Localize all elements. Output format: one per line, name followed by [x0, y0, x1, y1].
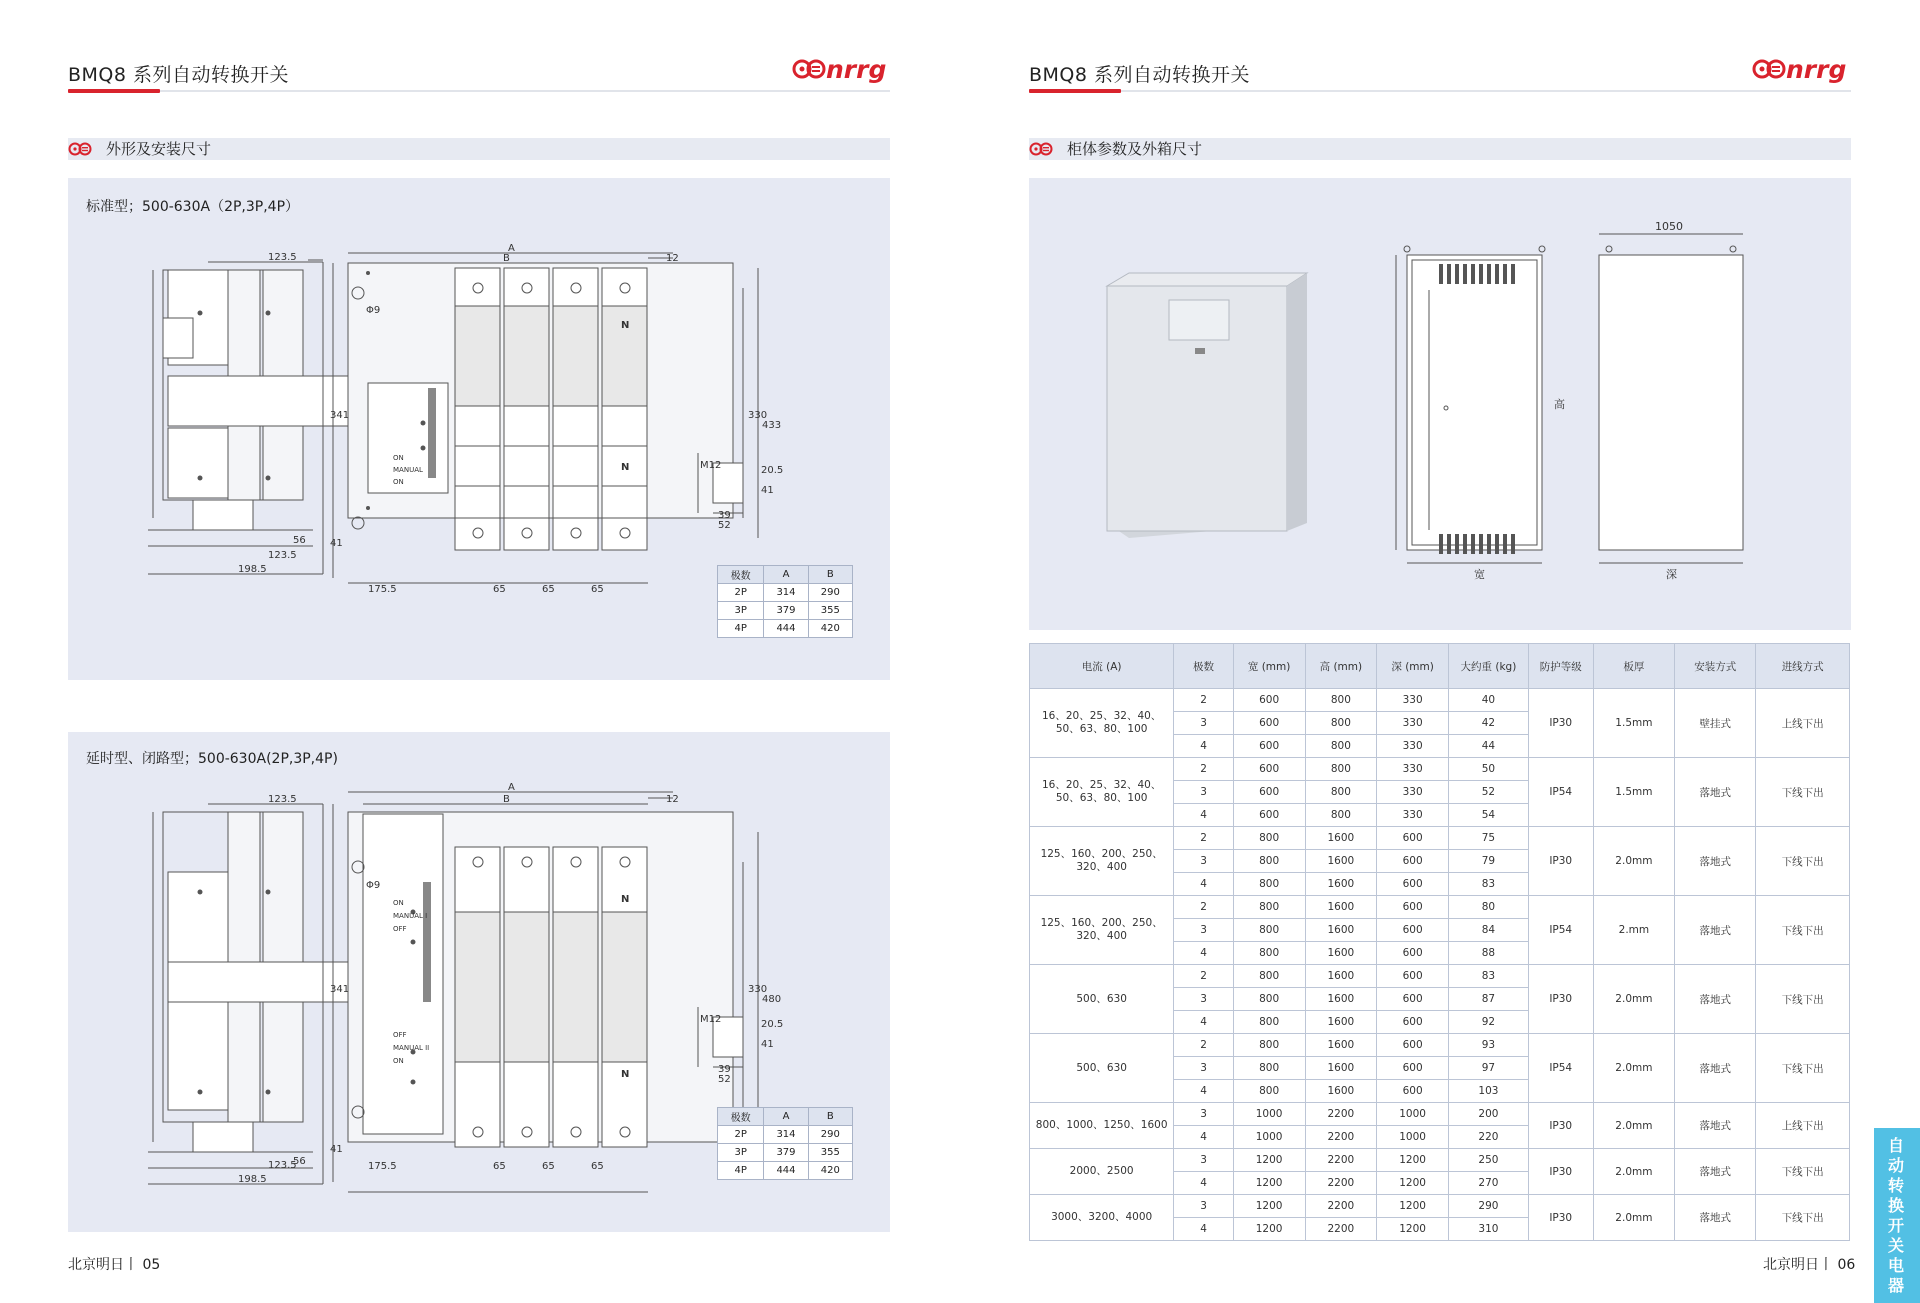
col-header: B [808, 566, 852, 584]
table-cell: 1600 [1305, 896, 1377, 919]
dim-B: B [503, 253, 510, 264]
table-cell: 2200 [1305, 1195, 1377, 1218]
protection-cell: IP30 [1528, 1149, 1593, 1195]
drawing-panel-standard [68, 178, 890, 680]
switch-label: OFF [393, 1031, 407, 1039]
table-cell: 2 [1174, 827, 1233, 850]
table-row [1030, 689, 1850, 712]
dim-41: 41 [330, 1144, 343, 1155]
table-cell: 800 [1233, 1011, 1305, 1034]
table-row: 4P 444 420 [718, 1162, 853, 1180]
switch-label: ON [393, 1057, 404, 1065]
dim-41-detail: 41 [761, 485, 774, 496]
install-cell: 落地式 [1675, 1195, 1756, 1241]
cabinet-spec-table [1029, 643, 1850, 1241]
inlet-cell: 下线下出 [1756, 896, 1850, 965]
table-cell: 1600 [1305, 919, 1377, 942]
dim-B: B [503, 794, 510, 805]
col-header: 大约重 (kg) [1449, 644, 1529, 689]
current-cell: 125、160、200、250、320、400 [1030, 827, 1174, 896]
col-header: 进线方式 [1756, 644, 1850, 689]
col-header: 深 (mm) [1377, 644, 1449, 689]
table-cell: 2200 [1305, 1172, 1377, 1195]
table-cell: 600 [1233, 712, 1305, 735]
inlet-cell: 上线下出 [1756, 689, 1850, 758]
dim-65-a: 65 [493, 584, 506, 595]
table-cell: 3 [1174, 781, 1233, 804]
table-cell: 1200 [1233, 1149, 1305, 1172]
page-footer: 北京明日丨 05 [68, 1257, 161, 1273]
dim-52: 52 [718, 1074, 731, 1085]
header-accent [1029, 89, 1121, 93]
table-cell: 1600 [1305, 988, 1377, 1011]
cabinet-panel [1029, 178, 1851, 630]
table-cell: 800 [1305, 758, 1377, 781]
table-cell: 87 [1449, 988, 1529, 1011]
table-cell: 4 [1174, 942, 1233, 965]
cabinet-drawing [1029, 178, 1851, 630]
table-cell: 2200 [1305, 1126, 1377, 1149]
panel-title: 标准型；500-630A（2P,3P,4P） [86, 199, 300, 215]
table-cell: 600 [1233, 804, 1305, 827]
pole-dimension-table [717, 565, 853, 638]
table-cell: 800 [1233, 942, 1305, 965]
dim-12: 12 [666, 794, 679, 805]
table-cell: 330 [1377, 781, 1449, 804]
table-row [1030, 758, 1850, 781]
table-cell: 310 [1449, 1218, 1529, 1241]
switch-label: MANUAL II [393, 1044, 430, 1052]
dim-175-5: 175.5 [368, 584, 397, 595]
table-cell: 800 [1233, 919, 1305, 942]
current-cell: 800、1000、1250、1600 [1030, 1103, 1174, 1149]
dim-height: 高 [1554, 398, 1565, 411]
col-header: 极数 [718, 566, 764, 584]
dim-56: 56 [293, 535, 306, 546]
install-cell: 落地式 [1675, 1149, 1756, 1195]
table-cell: 4 [1174, 735, 1233, 758]
col-header: 极数 [1174, 644, 1233, 689]
protection-cell: IP30 [1528, 1195, 1593, 1241]
dim-20-5: 20.5 [761, 465, 784, 476]
install-cell: 落地式 [1675, 827, 1756, 896]
protection-cell: IP54 [1528, 896, 1593, 965]
table-cell: 800 [1233, 896, 1305, 919]
table-cell: 800 [1305, 781, 1377, 804]
brand-logo [1752, 52, 1850, 86]
table-cell: 40 [1449, 689, 1529, 712]
dim-56: 56 [293, 1156, 306, 1167]
table-cell: 2200 [1305, 1149, 1377, 1172]
thickness-cell: 2.0mm [1593, 1195, 1675, 1241]
table-cell: 600 [1233, 735, 1305, 758]
table-row: 4P 444 420 [718, 620, 853, 638]
neutral-pole-top: N [621, 894, 630, 905]
switch-label: OFF [393, 925, 407, 933]
dim-123-5-top: 123.5 [268, 794, 297, 805]
dim-330: 330 [748, 984, 768, 995]
table-cell: 3 [1174, 1195, 1233, 1218]
drawing-panel-delay [68, 732, 890, 1232]
dim-123-5-bottom: 123.5 [268, 1160, 297, 1171]
table-cell: 4 [1174, 873, 1233, 896]
table-cell: 600 [1377, 1034, 1449, 1057]
dim-39: 39 [718, 510, 731, 521]
inlet-cell: 下线下出 [1756, 965, 1850, 1034]
table-row: 3P 379 355 [718, 602, 853, 620]
dim-12: 12 [666, 253, 679, 264]
col-header: B [808, 1108, 852, 1126]
table-cell: 1200 [1233, 1195, 1305, 1218]
dim-41-detail: 41 [761, 1039, 774, 1050]
table-cell: 3 [1174, 919, 1233, 942]
table-cell: 79 [1449, 850, 1529, 873]
page-footer: 北京明日丨 06 [1763, 1257, 1856, 1273]
dim-330: 330 [748, 410, 768, 421]
dim-phi9: Φ9 [366, 880, 381, 891]
thickness-cell: 2.0mm [1593, 965, 1675, 1034]
table-cell: 93 [1449, 1034, 1529, 1057]
table-cell: 3 [1174, 988, 1233, 1011]
table-cell: 800 [1233, 1057, 1305, 1080]
dim-175-5: 175.5 [368, 1161, 397, 1172]
table-row [1030, 1149, 1850, 1172]
dim-width: 宽 [1474, 568, 1485, 581]
table-row: 2P 314 290 [718, 1126, 853, 1144]
inlet-cell: 下线下出 [1756, 827, 1850, 896]
col-header: 宽 (mm) [1233, 644, 1305, 689]
cabinet-side-elevation [1599, 234, 1743, 563]
dim-198-5: 198.5 [238, 564, 267, 575]
section-title: 柜体参数及外箱尺寸 [1067, 140, 1203, 158]
table-cell: 200 [1449, 1103, 1529, 1126]
dim-65-c: 65 [591, 1161, 604, 1172]
dim-width-top: 1050 [1655, 220, 1683, 233]
table-cell: 2200 [1305, 1103, 1377, 1126]
section-title: 外形及安装尺寸 [106, 140, 212, 158]
table-cell: 1600 [1305, 942, 1377, 965]
dim-65-b: 65 [542, 1161, 555, 1172]
dim-65-a: 65 [493, 1161, 506, 1172]
dim-480: 480 [762, 994, 782, 1005]
current-cell: 16、20、25、32、40、50、63、80、100 [1030, 758, 1174, 827]
table-cell: 103 [1449, 1080, 1529, 1103]
table-cell: 600 [1377, 873, 1449, 896]
table-cell: 4 [1174, 804, 1233, 827]
table-cell: 330 [1377, 758, 1449, 781]
logo-text: nrrg [1786, 55, 1847, 84]
cabinet-front-elevation [1396, 246, 1545, 563]
inlet-cell: 下线下出 [1756, 1195, 1850, 1241]
table-cell: 1600 [1305, 1057, 1377, 1080]
inlet-cell: 上线下出 [1756, 1103, 1850, 1149]
table-cell: 84 [1449, 919, 1529, 942]
table-cell: 1600 [1305, 1011, 1377, 1034]
table-cell: 92 [1449, 1011, 1529, 1034]
dim-52: 52 [718, 520, 731, 531]
inlet-cell: 下线下出 [1756, 1034, 1850, 1103]
table-cell: 2 [1174, 965, 1233, 988]
section-logo-icon [1029, 141, 1053, 157]
dim-123-5-bottom: 123.5 [268, 550, 297, 561]
thickness-cell: 2.0mm [1593, 1149, 1675, 1195]
install-cell: 落地式 [1675, 965, 1756, 1034]
table-cell: 3 [1174, 712, 1233, 735]
table-cell: 4 [1174, 1080, 1233, 1103]
table-cell: 3 [1174, 850, 1233, 873]
logo-text: nrrg [826, 55, 887, 84]
table-cell: 1200 [1233, 1172, 1305, 1195]
table-cell: 330 [1377, 735, 1449, 758]
table-cell: 600 [1377, 850, 1449, 873]
table-row: 3P 379 355 [718, 1144, 853, 1162]
dim-41: 41 [330, 538, 343, 549]
thickness-cell: 2.0mm [1593, 827, 1675, 896]
table-cell: 1200 [1377, 1149, 1449, 1172]
dim-M12: M12 [700, 460, 722, 471]
table-cell: 1600 [1305, 1034, 1377, 1057]
thickness-cell: 1.5mm [1593, 758, 1675, 827]
dim-20-5: 20.5 [761, 1019, 784, 1030]
table-cell: 800 [1233, 1080, 1305, 1103]
table-cell: 600 [1377, 1011, 1449, 1034]
table-cell: 97 [1449, 1057, 1529, 1080]
table-cell: 1600 [1305, 850, 1377, 873]
table-cell: 50 [1449, 758, 1529, 781]
col-header: 电流 (A) [1030, 644, 1174, 689]
table-cell: 1200 [1233, 1218, 1305, 1241]
table-cell: 800 [1305, 689, 1377, 712]
table-cell: 1200 [1377, 1172, 1449, 1195]
protection-cell: IP30 [1528, 689, 1593, 758]
table-cell: 4 [1174, 1218, 1233, 1241]
table-row [1030, 1195, 1850, 1218]
table-cell: 1200 [1377, 1218, 1449, 1241]
neutral-pole-bottom: N [621, 462, 630, 473]
table-cell: 1600 [1305, 965, 1377, 988]
col-header: 高 (mm) [1305, 644, 1377, 689]
table-cell: 800 [1233, 827, 1305, 850]
table-cell: 1200 [1377, 1195, 1449, 1218]
thickness-cell: 1.5mm [1593, 689, 1675, 758]
table-cell: 800 [1233, 1034, 1305, 1057]
table-cell: 42 [1449, 712, 1529, 735]
table-cell: 1000 [1377, 1126, 1449, 1149]
dim-A: A [508, 243, 515, 254]
dim-341: 341 [330, 410, 350, 421]
current-cell: 500、630 [1030, 1034, 1174, 1103]
neutral-pole-top: N [621, 320, 630, 331]
table-cell: 2200 [1305, 1218, 1377, 1241]
install-cell: 壁挂式 [1675, 689, 1756, 758]
table-cell: 800 [1233, 873, 1305, 896]
table-cell: 3 [1174, 1057, 1233, 1080]
page-header-title: BMQ8 系列自动转换开关 [68, 64, 290, 86]
header-divider [1029, 90, 1851, 92]
table-cell: 800 [1305, 735, 1377, 758]
table-cell: 330 [1377, 689, 1449, 712]
current-cell: 2000、2500 [1030, 1149, 1174, 1195]
table-cell: 4 [1174, 1172, 1233, 1195]
table-row [1030, 1034, 1850, 1057]
table-cell: 600 [1233, 758, 1305, 781]
table-cell: 800 [1305, 712, 1377, 735]
install-cell: 落地式 [1675, 896, 1756, 965]
protection-cell: IP54 [1528, 758, 1593, 827]
install-cell: 落地式 [1675, 1034, 1756, 1103]
neutral-pole-bottom: N [621, 1069, 630, 1080]
table-cell: 600 [1233, 689, 1305, 712]
table-cell: 1000 [1233, 1103, 1305, 1126]
dim-M12: M12 [700, 1014, 722, 1025]
current-cell: 500、630 [1030, 965, 1174, 1034]
dim-A: A [508, 782, 515, 793]
table-cell: 2 [1174, 896, 1233, 919]
section-logo-icon [68, 141, 92, 157]
table-cell: 600 [1377, 1080, 1449, 1103]
current-cell: 16、20、25、32、40、50、63、80、100 [1030, 689, 1174, 758]
dim-433: 433 [762, 420, 782, 431]
table-cell: 80 [1449, 896, 1529, 919]
table-cell: 44 [1449, 735, 1529, 758]
table-cell: 2 [1174, 689, 1233, 712]
cabinet-photo [1107, 273, 1307, 538]
header-divider [68, 90, 890, 92]
table-cell: 600 [1377, 827, 1449, 850]
col-header: 极数 [718, 1108, 764, 1126]
table-row: 2P 314 290 [718, 584, 853, 602]
table-cell: 290 [1449, 1195, 1529, 1218]
table-cell: 800 [1305, 804, 1377, 827]
table-cell: 1600 [1305, 827, 1377, 850]
table-cell: 3 [1174, 1103, 1233, 1126]
thickness-cell: 2.mm [1593, 896, 1675, 965]
pole-dimension-table [717, 1107, 853, 1180]
dim-65-b: 65 [542, 584, 555, 595]
dim-341: 341 [330, 984, 350, 995]
table-cell: 600 [1377, 965, 1449, 988]
table-cell: 3 [1174, 1149, 1233, 1172]
switch-label: ON [393, 899, 404, 907]
table-cell: 600 [1377, 988, 1449, 1011]
table-cell: 330 [1377, 804, 1449, 827]
page-header-title: BMQ8 系列自动转换开关 [1029, 64, 1251, 86]
thickness-cell: 2.0mm [1593, 1034, 1675, 1103]
table-cell: 600 [1377, 942, 1449, 965]
table-cell: 220 [1449, 1126, 1529, 1149]
table-cell: 4 [1174, 1126, 1233, 1149]
switch-label-on-2: ON [393, 478, 404, 486]
brand-logo [792, 52, 890, 86]
table-row [1030, 896, 1850, 919]
side-category-tab [1874, 1128, 1920, 1303]
table-cell: 800 [1233, 965, 1305, 988]
col-header: A [764, 1108, 808, 1126]
thickness-cell: 2.0mm [1593, 1103, 1675, 1149]
current-cell: 125、160、200、250、320、400 [1030, 896, 1174, 965]
install-cell: 落地式 [1675, 758, 1756, 827]
table-row [1030, 965, 1850, 988]
table-cell: 250 [1449, 1149, 1529, 1172]
switch-label-on-1: ON [393, 454, 404, 462]
spec-table-body [1030, 689, 1850, 1241]
table-cell: 83 [1449, 873, 1529, 896]
table-cell: 270 [1449, 1172, 1529, 1195]
dim-phi9: Φ9 [366, 305, 381, 316]
table-cell: 88 [1449, 942, 1529, 965]
protection-cell: IP30 [1528, 965, 1593, 1034]
table-row [1030, 1103, 1850, 1126]
table-cell: 75 [1449, 827, 1529, 850]
dim-198-5: 198.5 [238, 1174, 267, 1185]
table-row [1030, 827, 1850, 850]
table-cell: 600 [1377, 896, 1449, 919]
table-cell: 54 [1449, 804, 1529, 827]
dim-39: 39 [718, 1064, 731, 1075]
table-cell: 600 [1377, 919, 1449, 942]
table-cell: 1600 [1305, 1080, 1377, 1103]
table-cell: 2 [1174, 758, 1233, 781]
table-cell: 330 [1377, 712, 1449, 735]
protection-cell: IP54 [1528, 1034, 1593, 1103]
table-cell: 1000 [1377, 1103, 1449, 1126]
inlet-cell: 下线下出 [1756, 1149, 1850, 1195]
inlet-cell: 下线下出 [1756, 758, 1850, 827]
header-accent [68, 89, 160, 93]
table-cell: 83 [1449, 965, 1529, 988]
install-cell: 落地式 [1675, 1103, 1756, 1149]
table-cell: 52 [1449, 781, 1529, 804]
switch-label-manual: MANUAL [393, 466, 423, 474]
col-header: 板厚 [1593, 644, 1675, 689]
table-cell: 2 [1174, 1034, 1233, 1057]
col-header: 安装方式 [1675, 644, 1756, 689]
table-cell: 1000 [1233, 1126, 1305, 1149]
protection-cell: IP30 [1528, 1103, 1593, 1149]
panel-title: 延时型、闭路型；500-630A(2P,3P,4P) [86, 751, 338, 767]
side-tab-label: 自动转换开关电器 [1888, 1136, 1905, 1295]
protection-cell: IP30 [1528, 827, 1593, 896]
dim-depth: 深 [1666, 568, 1677, 581]
table-cell: 600 [1233, 781, 1305, 804]
col-header: A [764, 566, 808, 584]
table-cell: 4 [1174, 1011, 1233, 1034]
table-cell: 600 [1377, 1057, 1449, 1080]
dim-123-5-top: 123.5 [268, 252, 297, 263]
table-cell: 800 [1233, 988, 1305, 1011]
dim-65-c: 65 [591, 584, 604, 595]
col-header: 防护等级 [1528, 644, 1593, 689]
switch-label: MANUAL I [393, 912, 428, 920]
current-cell: 3000、3200、4000 [1030, 1195, 1174, 1241]
table-cell: 800 [1233, 850, 1305, 873]
table-cell: 1600 [1305, 873, 1377, 896]
